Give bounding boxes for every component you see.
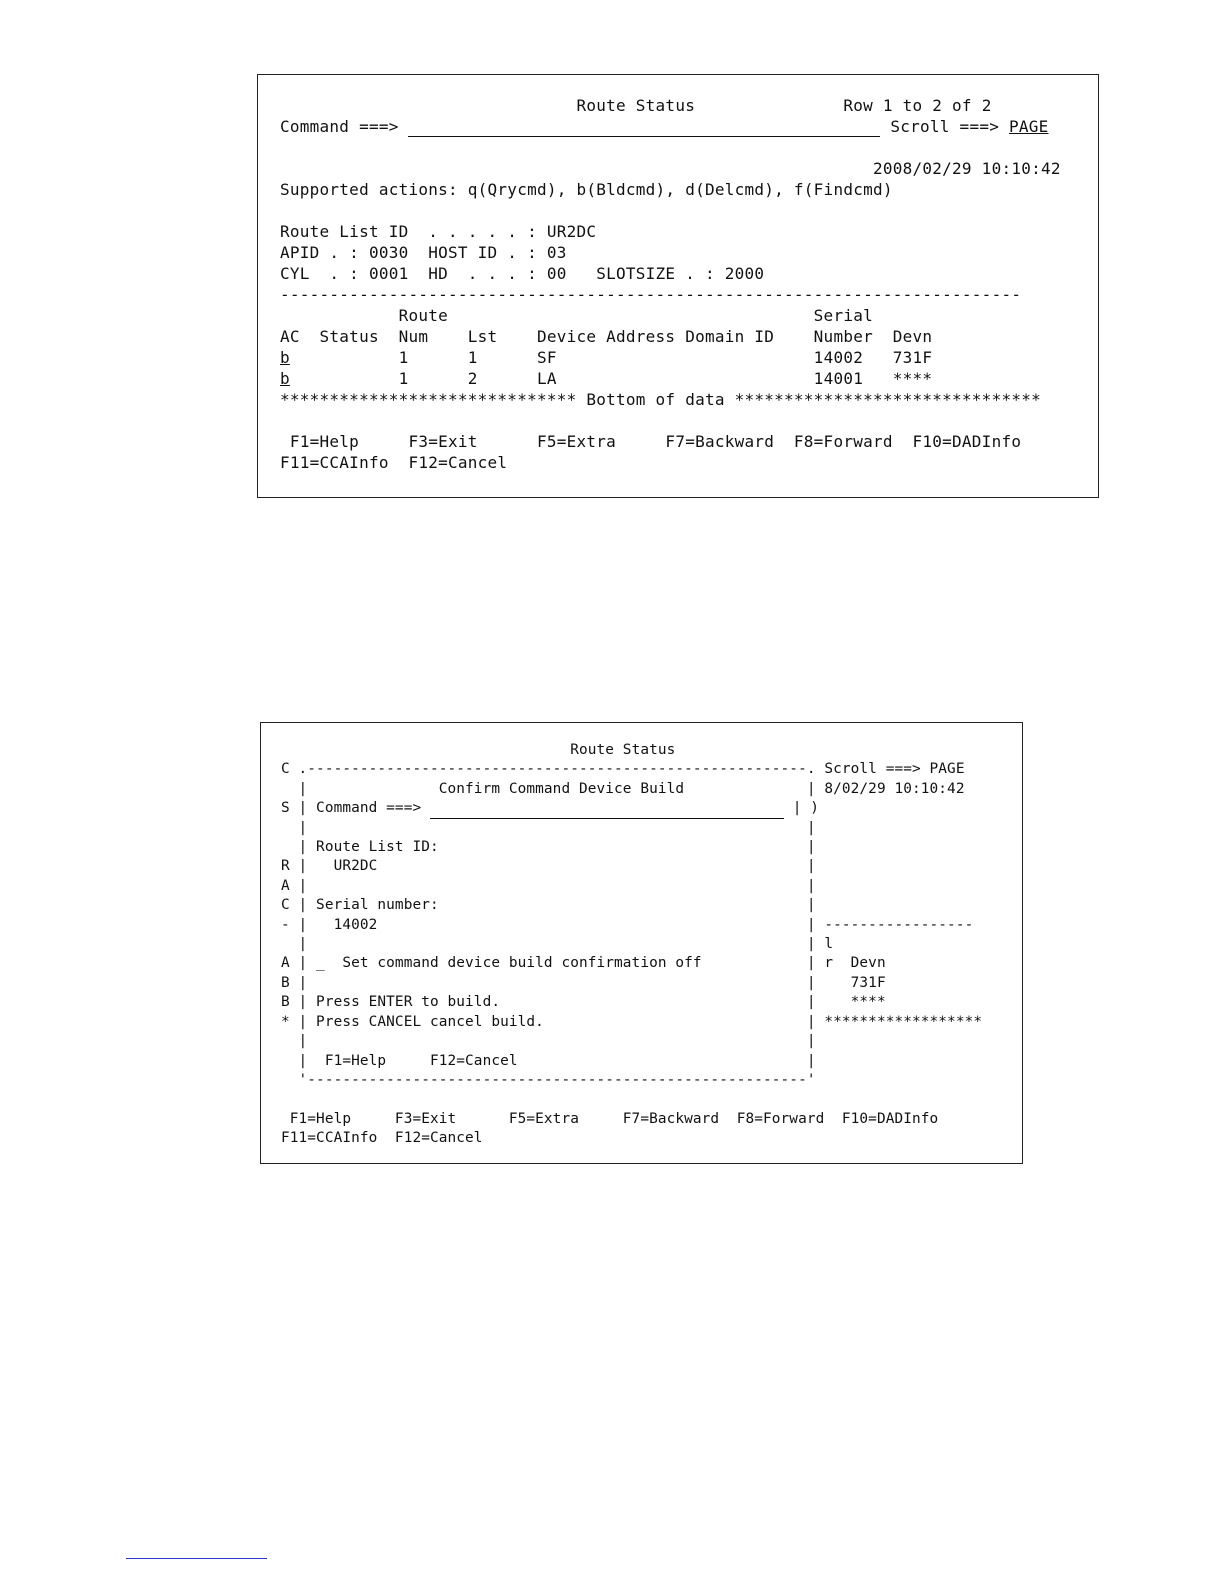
separator: --------------------------------------------------------------------------- — [280, 285, 1022, 304]
confirm-build-screen — [260, 722, 1023, 1164]
serial-number-value: - | 14002 | ----------------- — [281, 916, 974, 933]
scroll-label: Scroll ===> — [890, 117, 1000, 136]
action-input[interactable]: b — [280, 348, 290, 367]
command-label: Command ===> — [280, 117, 399, 136]
footnote-rule — [126, 1558, 267, 1559]
terminal-text: Route Status C .---------------------------------------------------------. Scroll ===> PAGE | Confirm Command Device Build | 8/02/29 10:10:42 S | Command ===> | ) | | | Route List ID: | R | UR2DC | A | | C | Serial number: | - | 14002 | ----------------- | | l A | _ Set command device build confirmation off | r Devn B | | 731F B | Press ENTER to build. | **** * | Press CANCEL cancel build. | ****************** | | | F1=Help F12=Cancel | '---------------------------------------------------------' F1=Help F3=Exit F5=Extra F7=Backward F8=Forward F10=DADInfo F11=CCAInfo F12=Cancel — [281, 741, 982, 1149]
route-list-id: Route List ID . . . . . : UR2DC — [280, 222, 597, 241]
popup-top-border: C .---------------------------------------------------------. Scroll ===> PAGE — [281, 761, 965, 778]
row-info: Row 1 to 2 of 2 — [843, 96, 992, 115]
function-keys-2[interactable]: F11=CCAInfo F12=Cancel — [281, 1130, 483, 1147]
popup-function-keys[interactable]: | F1=Help F12=Cancel | — [281, 1052, 816, 1069]
popup-title: | Confirm Command Device Build | 8/02/29 10:10:42 — [281, 780, 965, 797]
function-keys-2[interactable]: F11=CCAInfo F12=Cancel — [280, 453, 508, 472]
table-header-1: Route Serial — [280, 306, 873, 325]
supported-actions: Supported actions: q(Qrycmd), b(Bldcmd), d(Delcmd), f(Findcmd) — [280, 180, 893, 199]
screen-title: Route Status — [570, 742, 676, 758]
serial-number-label: C | Serial number: | — [281, 897, 816, 914]
command-input[interactable] — [408, 122, 880, 137]
cyl-hd-slotsize-line: CYL . : 0001 HD . . . : 00 SLOTSIZE . : 2000 — [280, 264, 765, 283]
table-header-2: AC Status Num Lst Device Address Domain ID Number Devn — [280, 327, 933, 346]
scroll-input[interactable]: PAGE — [1008, 117, 1049, 136]
table-row: b 1 2 LA 14001 **** — [280, 369, 933, 388]
popup-command-input[interactable] — [430, 805, 784, 819]
action-input[interactable]: b — [280, 369, 290, 388]
route-list-id-label: | Route List ID: | — [281, 839, 816, 856]
apid-host-line: APID . : 0030 HOST ID . : 03 — [280, 243, 567, 262]
popup-command-label: S | Command ===> — [281, 800, 430, 817]
route-status-screen — [257, 74, 1099, 498]
screen-title: Route Status — [576, 96, 696, 115]
timestamp: 2008/02/29 10:10:42 — [872, 159, 1061, 178]
route-list-id-value: R | UR2DC | — [281, 858, 816, 875]
confirmation-off-option[interactable]: A | _ Set command device build confirmation off | r Devn — [281, 955, 886, 972]
table-row: b 1 1 SF 14002 731F — [280, 348, 933, 367]
press-enter-text: B | Press ENTER to build. | **** — [281, 994, 886, 1011]
function-keys-1[interactable]: F1=Help F3=Exit F5=Extra F7=Backward F8=Forward F10=DADInfo — [281, 1110, 939, 1127]
function-keys-1[interactable]: F1=Help F3=Exit F5=Extra F7=Backward F8=Forward F10=DADInfo — [280, 432, 1022, 451]
press-cancel-text: * | Press CANCEL cancel build. | ****************** — [281, 1013, 983, 1030]
bottom-of-data: ****************************** Bottom of data ******************************* — [280, 390, 1041, 409]
popup-bottom-border: '---------------------------------------------------------' — [281, 1071, 816, 1088]
terminal-text — [280, 95, 1061, 473]
